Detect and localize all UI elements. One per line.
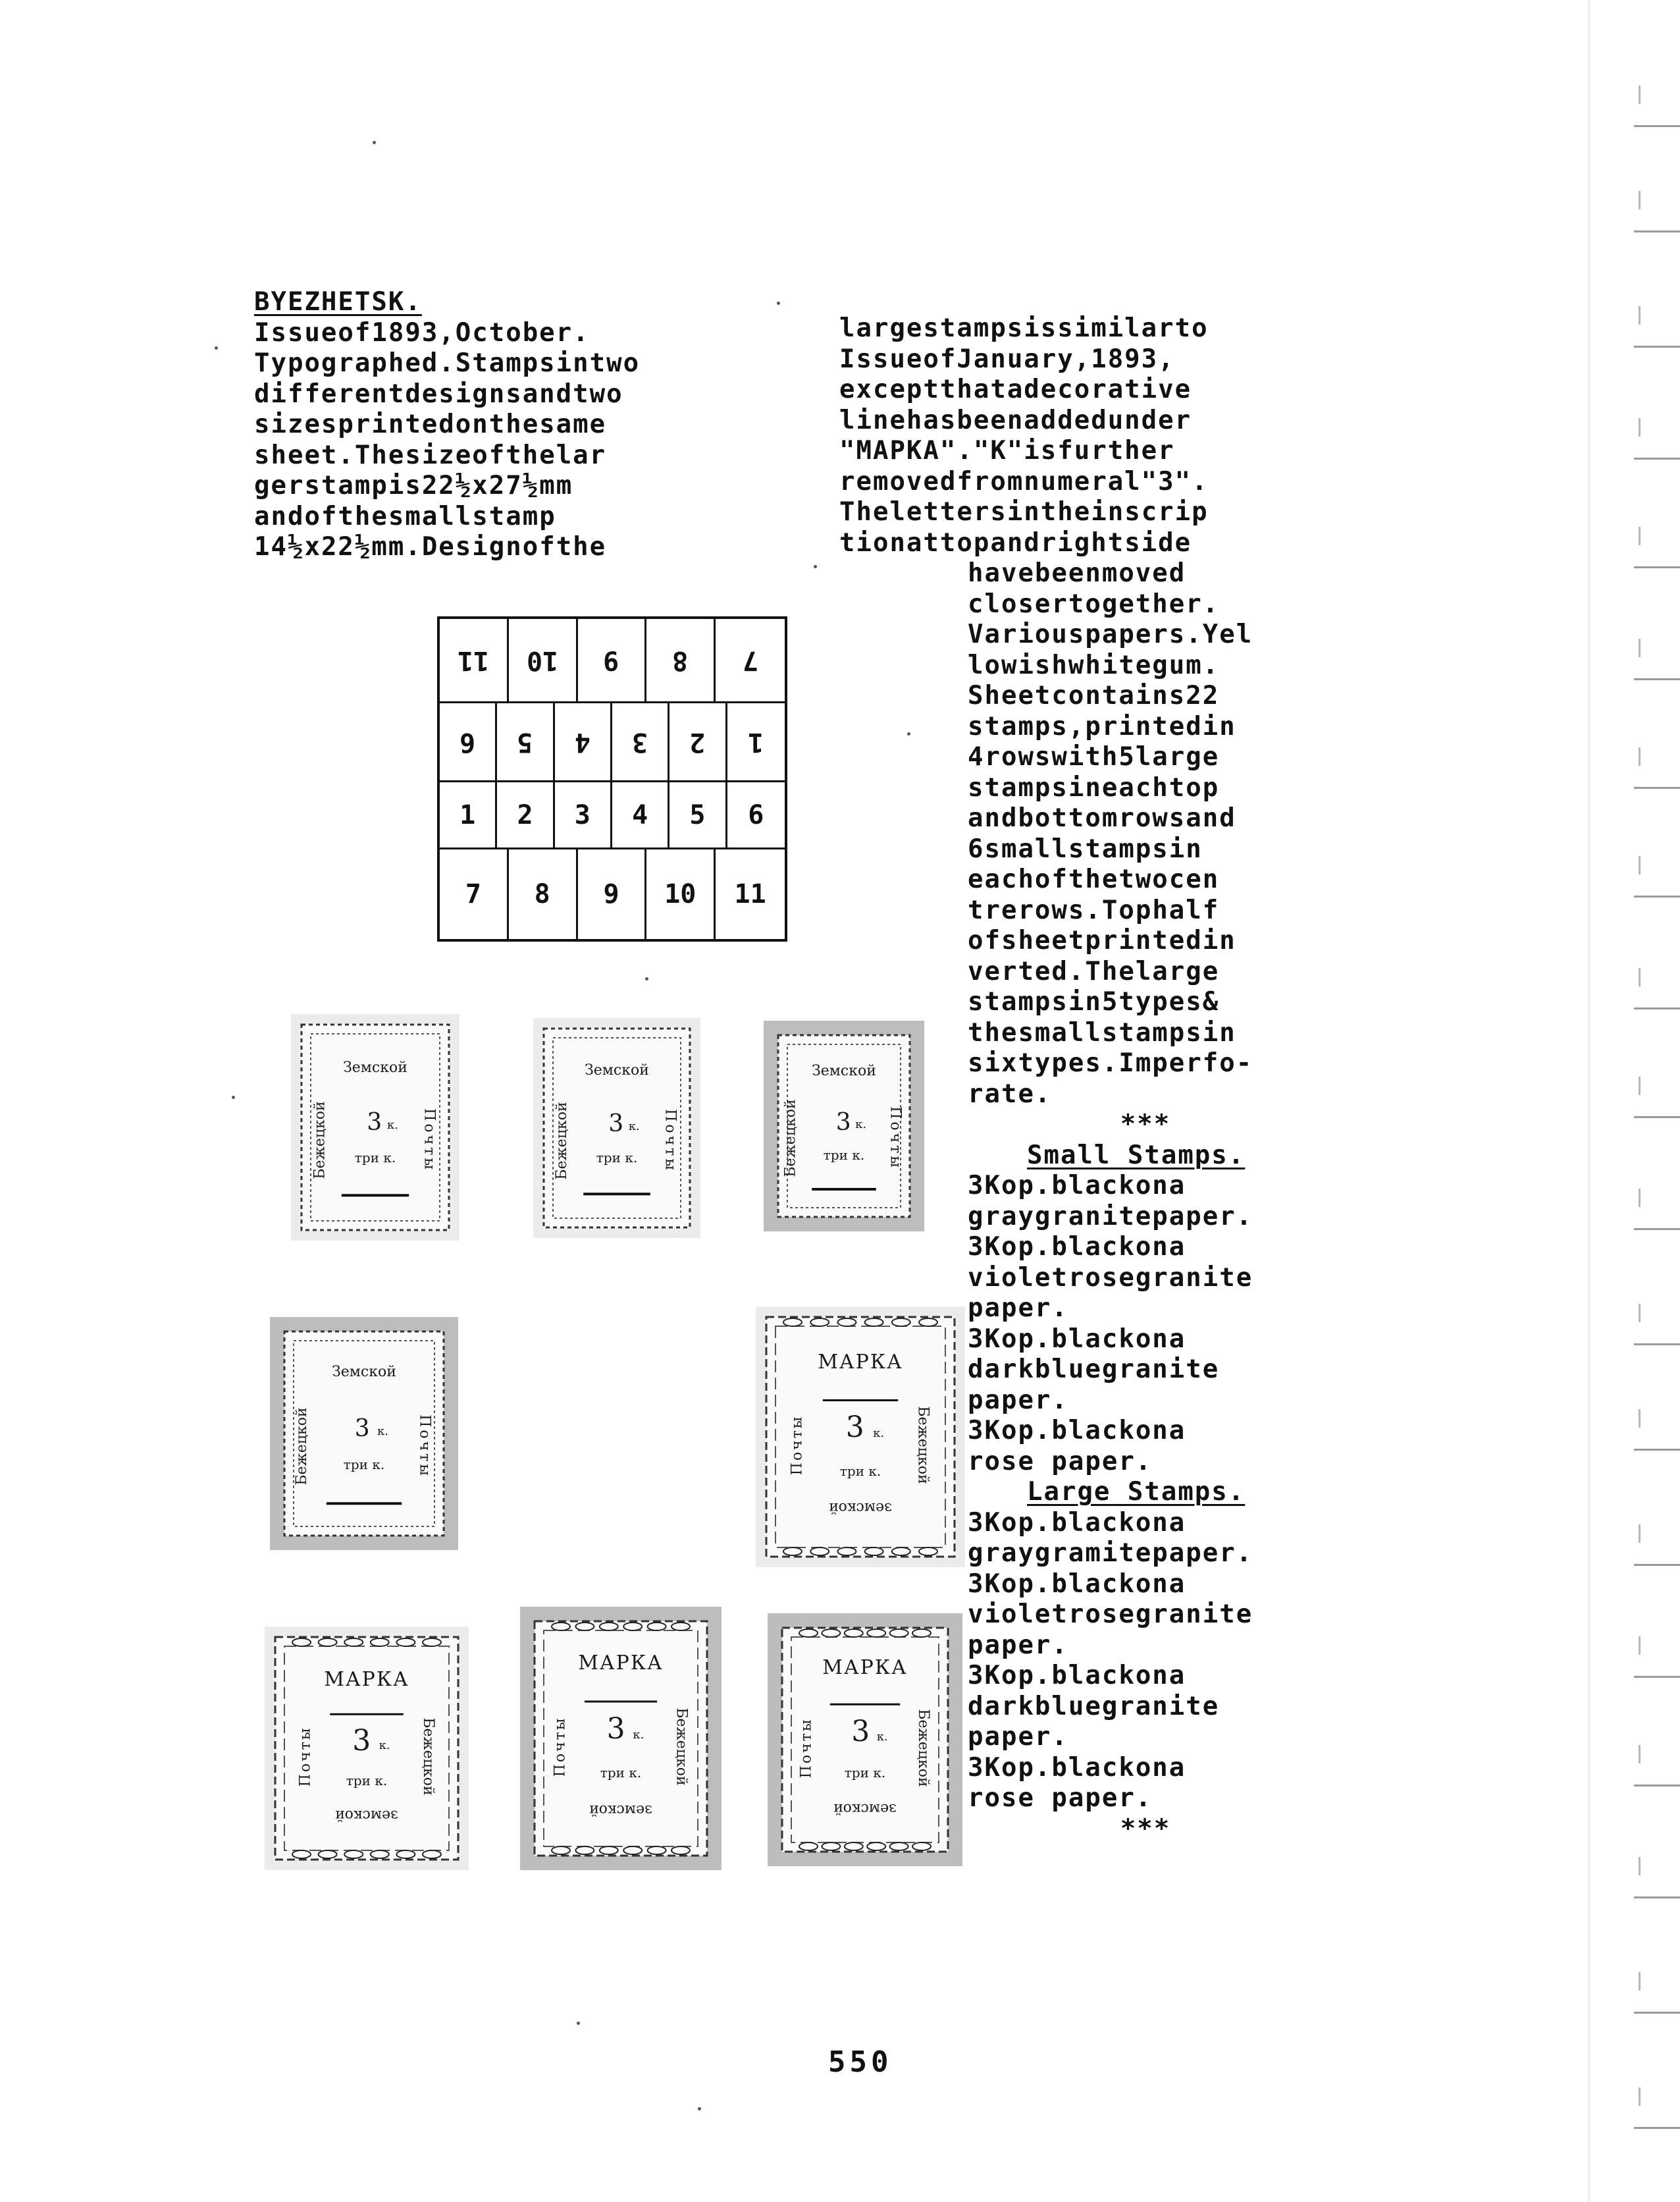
text-line: paper. xyxy=(968,1293,1068,1323)
stamp-top-text: МАРКА xyxy=(578,1651,664,1675)
word: mm xyxy=(539,471,573,500)
binding-tick xyxy=(1639,639,1641,657)
sheet-cell xyxy=(509,849,578,939)
word: sheet. xyxy=(254,440,355,470)
binding-tick xyxy=(1639,1857,1641,1875)
cell-number: 6 xyxy=(748,799,764,830)
text-line: paper. xyxy=(968,1385,1068,1415)
page-number: 550 xyxy=(828,2045,893,2079)
text-line: 3Kop.blackona xyxy=(968,1171,1186,1200)
word: 1893, xyxy=(371,317,456,348)
sheet-cell xyxy=(716,619,785,703)
text-line: lowishwhitegum. xyxy=(968,650,1220,680)
left-line xyxy=(254,410,728,441)
binding-mark xyxy=(1634,566,1680,568)
stamp-value-words: три к. xyxy=(354,1150,396,1166)
binding-mark xyxy=(1634,1564,1680,1566)
speck xyxy=(777,302,780,305)
text-line: eachofthetwocen xyxy=(968,865,1220,894)
stamp-bottom-text: земской xyxy=(334,1806,399,1823)
text-line: 3Kop.blackona xyxy=(968,1752,1186,1783)
stamp-unit: к. xyxy=(633,1728,644,1742)
word: of xyxy=(472,440,506,470)
binding-tick xyxy=(1639,856,1641,874)
sheet-row xyxy=(440,703,785,782)
word: The xyxy=(354,440,406,470)
word: ger xyxy=(254,471,305,500)
text-line: linehasbeenaddedunder xyxy=(839,405,1192,435)
word: of xyxy=(522,532,556,562)
word: lar xyxy=(556,440,607,470)
text-line: darkbluegranite xyxy=(968,1355,1220,1384)
cell-number: 11 xyxy=(457,645,489,676)
text-line: largestampsissimilarto xyxy=(839,313,1209,343)
stamp-left-text: Бежецкой xyxy=(294,1407,311,1486)
cell-number: 10 xyxy=(664,879,696,909)
sheet-cell xyxy=(646,849,716,939)
binding-mark xyxy=(1634,896,1680,898)
word: the xyxy=(506,440,556,470)
binding-mark xyxy=(1634,230,1680,232)
binding-mark xyxy=(1634,1785,1680,1786)
text-line: Variouspapers.Yel xyxy=(968,620,1253,649)
stamp-left-text: Бежецкой xyxy=(311,1101,328,1179)
small-stamp-image xyxy=(270,1317,458,1550)
text-line: paper. xyxy=(968,1722,1068,1752)
word: the xyxy=(338,501,388,531)
binding-tick xyxy=(1639,191,1641,209)
right-column xyxy=(968,558,1323,1844)
stamp-right-text: Бежецкой xyxy=(914,1406,932,1484)
cell-number: 7 xyxy=(465,879,481,909)
word: of xyxy=(304,501,338,531)
stamp-left-text: Почты xyxy=(297,1726,314,1787)
left-line xyxy=(254,532,728,563)
word: and xyxy=(254,501,305,531)
cell-number: 5 xyxy=(689,799,706,830)
cell-number: 8 xyxy=(672,645,689,676)
text-line: 3Kop.blackona xyxy=(968,1569,1186,1599)
left-line xyxy=(254,441,728,471)
word: mm.Design xyxy=(371,532,523,562)
binding-shadow xyxy=(1588,0,1592,2202)
binding-tick xyxy=(1639,86,1641,104)
cell-number: 3 xyxy=(574,799,591,830)
sheet-layout-grid xyxy=(437,616,787,942)
speck xyxy=(907,732,910,736)
word: the xyxy=(488,410,540,439)
word: size xyxy=(405,440,473,470)
stamp-top-text: Земской xyxy=(332,1363,396,1380)
small-stamp-image xyxy=(291,1014,459,1241)
sheet-cell xyxy=(578,619,647,703)
stamp-right-text: Почты xyxy=(887,1106,904,1171)
small-stamps-heading: Small Stamps. xyxy=(1027,1140,1246,1170)
text-line: violetrosegranite xyxy=(968,1599,1253,1629)
stamp-value: 3 xyxy=(845,1410,864,1445)
large-stamp-image xyxy=(768,1613,962,1866)
text-line: stampsineachtop xyxy=(968,772,1220,803)
sheet-cell xyxy=(497,782,554,849)
speck xyxy=(373,141,376,144)
word: designs xyxy=(405,379,523,409)
stamp-right-text: Почты xyxy=(421,1108,438,1172)
speck xyxy=(814,565,817,568)
stamp-unit: к. xyxy=(386,1118,398,1133)
stamp-value-words: три к. xyxy=(839,1463,881,1479)
binding-tick xyxy=(1639,527,1641,545)
stamp-value-words: три к. xyxy=(596,1150,638,1166)
cell-number: 1 xyxy=(748,726,764,757)
small-stamp-image xyxy=(764,1021,924,1231)
sheet-cell xyxy=(612,703,669,782)
text-line: trerows.Tophalf xyxy=(968,895,1220,925)
word: two xyxy=(589,348,641,378)
word: in xyxy=(556,348,590,378)
text-line: graygranitepaper. xyxy=(968,1201,1253,1231)
stamp-top-text: Земской xyxy=(343,1059,407,1076)
sheet-row xyxy=(440,849,785,939)
text-line: violetrosegranite xyxy=(968,1262,1253,1293)
sheet-cell xyxy=(509,619,578,703)
stamp-left-text: Почты xyxy=(789,1414,806,1476)
text-line: rose paper. xyxy=(968,1783,1153,1813)
stamp-top-text: МАРКА xyxy=(818,1351,903,1374)
large-stamp-image xyxy=(265,1626,469,1870)
text-line: rose paper. xyxy=(968,1446,1153,1476)
stamp-top-text: МАРКА xyxy=(324,1667,409,1691)
binding-tick xyxy=(1639,306,1641,325)
binding-tick xyxy=(1639,1077,1641,1095)
binding-edge xyxy=(1588,0,1680,2202)
word: different xyxy=(254,379,406,409)
text-line: Thelettersintheinscrip xyxy=(839,497,1209,527)
sheet-cell xyxy=(646,619,716,703)
stamp-left-text: Почты xyxy=(552,1716,569,1777)
binding-mark xyxy=(1634,2127,1680,2129)
word: 14½ xyxy=(254,532,305,562)
stamp-right-text: Бежецкой xyxy=(915,1709,932,1787)
left-line xyxy=(254,318,728,349)
speck xyxy=(577,2022,580,2025)
cell-number: 11 xyxy=(734,879,766,909)
text-line: graygramitepaper. xyxy=(968,1538,1253,1568)
cell-number: 3 xyxy=(632,726,648,757)
stamp-value-words: три к. xyxy=(346,1773,388,1788)
stamp-left-text: Бежецкой xyxy=(553,1102,570,1180)
stamp-value: 3 xyxy=(367,1109,382,1137)
word: x xyxy=(304,532,321,562)
stamp-value: 3 xyxy=(354,1414,370,1442)
word: same xyxy=(539,410,607,439)
binding-tick xyxy=(1639,1745,1641,1763)
text-line: andbottomrowsand xyxy=(968,803,1236,833)
stamp-left-text: Бежецкой xyxy=(782,1099,799,1178)
word: printed xyxy=(338,410,456,439)
stamp-unit: к. xyxy=(876,1729,888,1744)
text-line: thesmallstampsin xyxy=(968,1017,1236,1048)
stamp-unit: к. xyxy=(855,1117,867,1132)
sheet-cell xyxy=(440,619,509,703)
text-line: IssueofJanuary,1893, xyxy=(839,344,1175,374)
stamp-unit: к. xyxy=(628,1119,640,1133)
binding-mark xyxy=(1634,1676,1680,1678)
cell-number: 4 xyxy=(632,799,648,830)
word: of xyxy=(338,317,372,348)
speck xyxy=(645,977,648,980)
word: stamp xyxy=(472,501,556,531)
sheet-cell xyxy=(716,849,785,939)
stamp-left-text: Почты xyxy=(798,1717,815,1779)
cell-number: 8 xyxy=(534,879,550,909)
text-line: Sheetcontains22 xyxy=(968,681,1220,711)
sheet-row xyxy=(440,782,785,849)
stamp-right-text: Бежецкой xyxy=(419,1717,436,1796)
binding-mark xyxy=(1634,1449,1680,1451)
cell-number: 1 xyxy=(459,799,476,830)
word: and xyxy=(522,379,573,409)
word: Issue xyxy=(254,317,338,348)
end-separator: *** xyxy=(1120,1813,1171,1844)
text-line: 3Kop.blackona xyxy=(968,1416,1186,1445)
stamp-top-text: Земской xyxy=(812,1063,876,1079)
text-line: stampsin5types& xyxy=(968,987,1220,1017)
word: 22½ xyxy=(421,471,473,500)
stamp-right-text: Почты xyxy=(662,1108,679,1173)
left-line xyxy=(254,348,728,379)
sheet-cell xyxy=(727,782,785,849)
cell-number: 10 xyxy=(526,645,558,676)
sheet-cell xyxy=(555,782,612,849)
text-line: stamps,printedin xyxy=(968,711,1236,741)
binding-mark xyxy=(1634,1343,1680,1345)
stamp-value: 3 xyxy=(835,1109,851,1137)
text-line: 6smallstampsin xyxy=(968,834,1203,864)
binding-tick xyxy=(1639,1636,1641,1655)
sheet-cell xyxy=(669,703,727,782)
binding-mark xyxy=(1634,2012,1680,2014)
word: the xyxy=(556,532,607,562)
sheet-cell xyxy=(612,782,669,849)
word: 22½ xyxy=(321,532,372,562)
stamp-top-text: МАРКА xyxy=(822,1656,908,1680)
binding-tick xyxy=(1639,1524,1641,1543)
text-line: removedfromnumeral"3". xyxy=(839,466,1209,497)
stamp-value-words: три к. xyxy=(844,1765,886,1781)
binding-mark xyxy=(1634,1228,1680,1230)
text-line: tionattopandrightside xyxy=(839,527,1192,558)
binding-tick xyxy=(1639,1972,1641,1991)
speck xyxy=(215,346,218,350)
text-line: 3Kop.blackona xyxy=(968,1324,1186,1354)
text-line: sixtypes.Imperfo- xyxy=(968,1048,1253,1078)
sheet-cell xyxy=(555,703,612,782)
cell-number: 5 xyxy=(517,726,533,757)
binding-tick xyxy=(1639,1409,1641,1428)
small-stamp-image xyxy=(533,1018,700,1238)
stamp-bottom-text: земской xyxy=(833,1800,897,1817)
stamp-value: 3 xyxy=(352,1724,371,1758)
word: October. xyxy=(455,317,590,348)
stamp-value: 3 xyxy=(606,1712,625,1746)
word: two xyxy=(573,379,623,409)
word: 27½ xyxy=(488,471,540,500)
text-line: ofsheetprintedin xyxy=(968,926,1236,955)
stamp-unit: к. xyxy=(377,1424,388,1438)
cell-number: 4 xyxy=(574,726,591,757)
stamp-right-text: Бежецкой xyxy=(673,1707,690,1786)
sheet-cell xyxy=(440,782,497,849)
cell-number: 2 xyxy=(517,799,533,830)
text-line: paper. xyxy=(968,1630,1068,1660)
word: small xyxy=(388,501,473,531)
stamp-value: 3 xyxy=(608,1110,624,1138)
binding-tick xyxy=(1639,747,1641,766)
sheet-cell xyxy=(578,849,647,939)
binding-tick xyxy=(1639,1189,1641,1207)
large-stamp-image xyxy=(756,1306,965,1567)
text-line: closertogether. xyxy=(968,589,1220,619)
binding-tick xyxy=(1639,2087,1641,2106)
binding-tick xyxy=(1639,1304,1641,1322)
word: Stamps xyxy=(455,348,556,378)
binding-mark xyxy=(1634,678,1680,680)
text-line: 3Kop.blackona xyxy=(968,1661,1186,1690)
stamp-value-words: три к. xyxy=(343,1457,385,1473)
speck xyxy=(698,2107,701,2110)
binding-mark xyxy=(1634,1007,1680,1009)
text-line: verted.Thelarge xyxy=(968,956,1220,986)
large-stamp-image xyxy=(520,1607,722,1870)
word: is xyxy=(388,471,422,500)
binding-mark xyxy=(1634,1896,1680,1898)
text-line: exceptthatadecorative xyxy=(839,375,1192,404)
text-line: 3Kop.blackona xyxy=(968,1232,1186,1262)
large-stamps-heading: Large Stamps. xyxy=(1027,1477,1246,1507)
sheet-cell xyxy=(669,782,727,849)
cell-number: 9 xyxy=(603,645,619,676)
word: x xyxy=(472,471,489,500)
stamp-unit: к. xyxy=(379,1738,390,1753)
binding-mark xyxy=(1634,1116,1680,1118)
word: Typographed. xyxy=(254,348,456,378)
sheet-cell xyxy=(440,849,509,939)
word: sizes xyxy=(254,410,338,439)
stamp-bottom-text: земской xyxy=(589,1802,653,1818)
stamp-top-text: Земской xyxy=(585,1061,649,1079)
binding-mark xyxy=(1634,458,1680,460)
stamp-value-words: три к. xyxy=(823,1147,865,1163)
stamp-right-text: Почты xyxy=(416,1414,433,1478)
sheet-row xyxy=(440,619,785,703)
binding-mark xyxy=(1634,125,1680,127)
cell-number: 6 xyxy=(459,726,476,757)
text-line: "MAPKA"."K"isfurther xyxy=(839,436,1175,466)
text-line: 4rowswith5large xyxy=(968,742,1220,772)
separator: *** xyxy=(1120,1110,1171,1139)
text-line: rate. xyxy=(968,1079,1052,1109)
left-line xyxy=(254,502,728,533)
stamp-value-words: три к. xyxy=(600,1765,642,1781)
left-line xyxy=(254,379,728,410)
text-line: havebeenmoved xyxy=(968,558,1186,588)
binding-tick xyxy=(1639,968,1641,986)
stamp-bottom-text: земской xyxy=(828,1499,893,1517)
cell-number: 7 xyxy=(742,645,758,676)
text-line: 3Kop.blackona xyxy=(968,1507,1186,1538)
right-column-top xyxy=(839,313,1316,558)
word: stamp xyxy=(304,471,388,500)
stamp-value: 3 xyxy=(851,1714,870,1748)
left-column-text xyxy=(254,318,728,563)
article-heading: BYEZHETSK. xyxy=(254,287,422,317)
left-line xyxy=(254,471,728,502)
sheet-cell xyxy=(440,703,497,782)
binding-mark xyxy=(1634,787,1680,789)
speck xyxy=(232,1096,235,1099)
word: on xyxy=(455,410,489,439)
cell-number: 9 xyxy=(603,879,619,909)
text-line: darkbluegranite xyxy=(968,1691,1220,1721)
binding-tick xyxy=(1639,418,1641,437)
sheet-cell xyxy=(497,703,554,782)
binding-mark xyxy=(1634,346,1680,348)
left-column xyxy=(254,287,728,563)
sheet-cell xyxy=(727,703,785,782)
stamp-unit: к. xyxy=(873,1426,885,1441)
cell-number: 2 xyxy=(689,726,706,757)
